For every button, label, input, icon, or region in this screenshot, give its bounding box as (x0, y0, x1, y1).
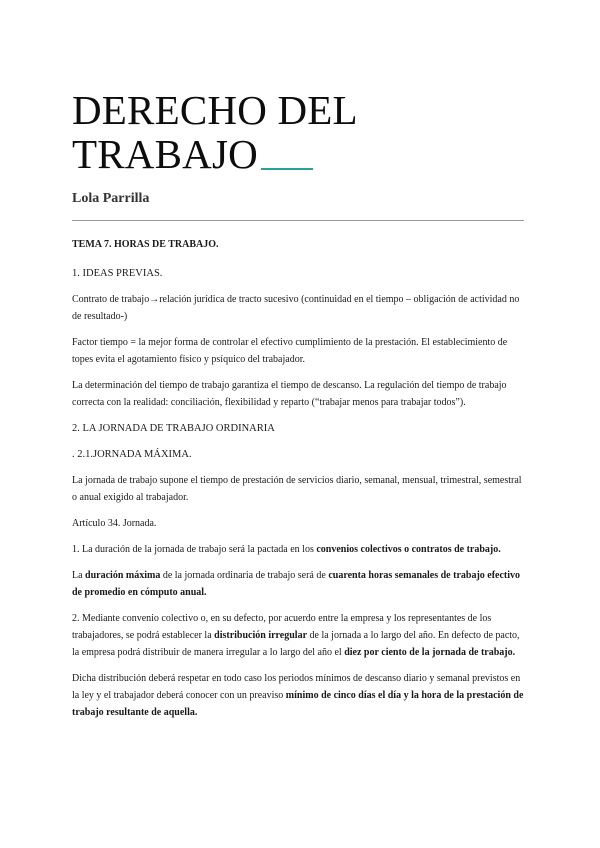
heading-ideas-previas: 1. IDEAS PREVIAS. (72, 268, 163, 279)
title-line-1: DERECHO DEL (72, 87, 358, 133)
text-run: de la jornada a lo largo del año. En defecto de pacto, la empresa podrá distribuir de manera irregular a lo largo del año el (72, 630, 520, 658)
bold-run: duración máxima (85, 570, 161, 581)
document-body (72, 236, 524, 730)
text-run: 1. La duración de la jornada de trabajo será la pactada en los (72, 544, 317, 555)
text-run: Dicha distribución deberá respetar en todo caso los periodos mínimos de descanso diario y semanal previstos en la ley y el trabajador deberá conocer con un preaviso (72, 673, 521, 701)
document-title (72, 88, 358, 176)
paragraph-duracion-maxima (72, 567, 524, 601)
paragraph-jornada-definicion: La jornada de trabajo supone el tiempo de prestación de servicios diario, semanal, mensual, trimestral, semestral o anual exigido al trabajador. (72, 475, 522, 503)
paragraph-contrato: Contrato de trabajo→relación jurídica de tracto sucesivo (continuidad en el tiempo – obligación de actividad no de resultado-) (72, 294, 520, 322)
bold-run: convenios colectivos o contratos de trabajo. (316, 544, 501, 555)
header-divider (72, 220, 524, 221)
bold-run: cuarenta horas semanales de trabajo efectivo de promedio en cómputo anual. (72, 570, 521, 598)
paragraph-distribucion (72, 670, 524, 721)
paragraph-articulo-34: Artículo 34. Jornada. (72, 518, 157, 529)
bold-run: distribución irregular (214, 630, 308, 641)
heading-jornada-maxima: . 2.1.JORNADA MÁXIMA. (72, 449, 192, 460)
title-line-2-wrap (72, 132, 358, 176)
paragraph-duracion (72, 541, 524, 558)
title-line-2: TRABAJO (72, 131, 258, 177)
paragraph-determinacion: La determinación del tiempo de trabajo garantiza el tiempo de descanso. La regulación del tiempo de trabajo correcta con la realidad: conciliación, flexibilidad y reparto (“trabajar menos para trabajar todos”). (72, 380, 507, 408)
title-accent-underline (261, 168, 313, 170)
text-run: 2. Mediante convenio colectivo o, en su defecto, por acuerdo entre la empresa y los representantes de los trabajadores, se podrá establecer la (72, 613, 492, 641)
bold-run: mínimo de cinco días el día y la hora de la prestación de trabajo resultante de aquella. (72, 690, 524, 718)
heading-jornada-ordinaria: 2. LA JORNADA DE TRABAJO ORDINARIA (72, 423, 275, 434)
bold-run: diez por ciento de la jornada de trabajo. (344, 647, 516, 658)
text-run: La (72, 570, 86, 581)
paragraph-factor-tiempo: Factor tiempo = la mejor forma de controlar el efectivo cumplimiento de la prestación. El establecimiento de topes evita el agotamiento físico y psíquico del trabajador. (72, 337, 508, 365)
paragraph-convenio (72, 610, 524, 661)
section-title: TEMA 7. HORAS DE TRABAJO. (72, 239, 219, 250)
author-name: Lola Parrilla (72, 191, 150, 206)
text-run: de la jornada ordinaria de trabajo será de (160, 570, 329, 581)
